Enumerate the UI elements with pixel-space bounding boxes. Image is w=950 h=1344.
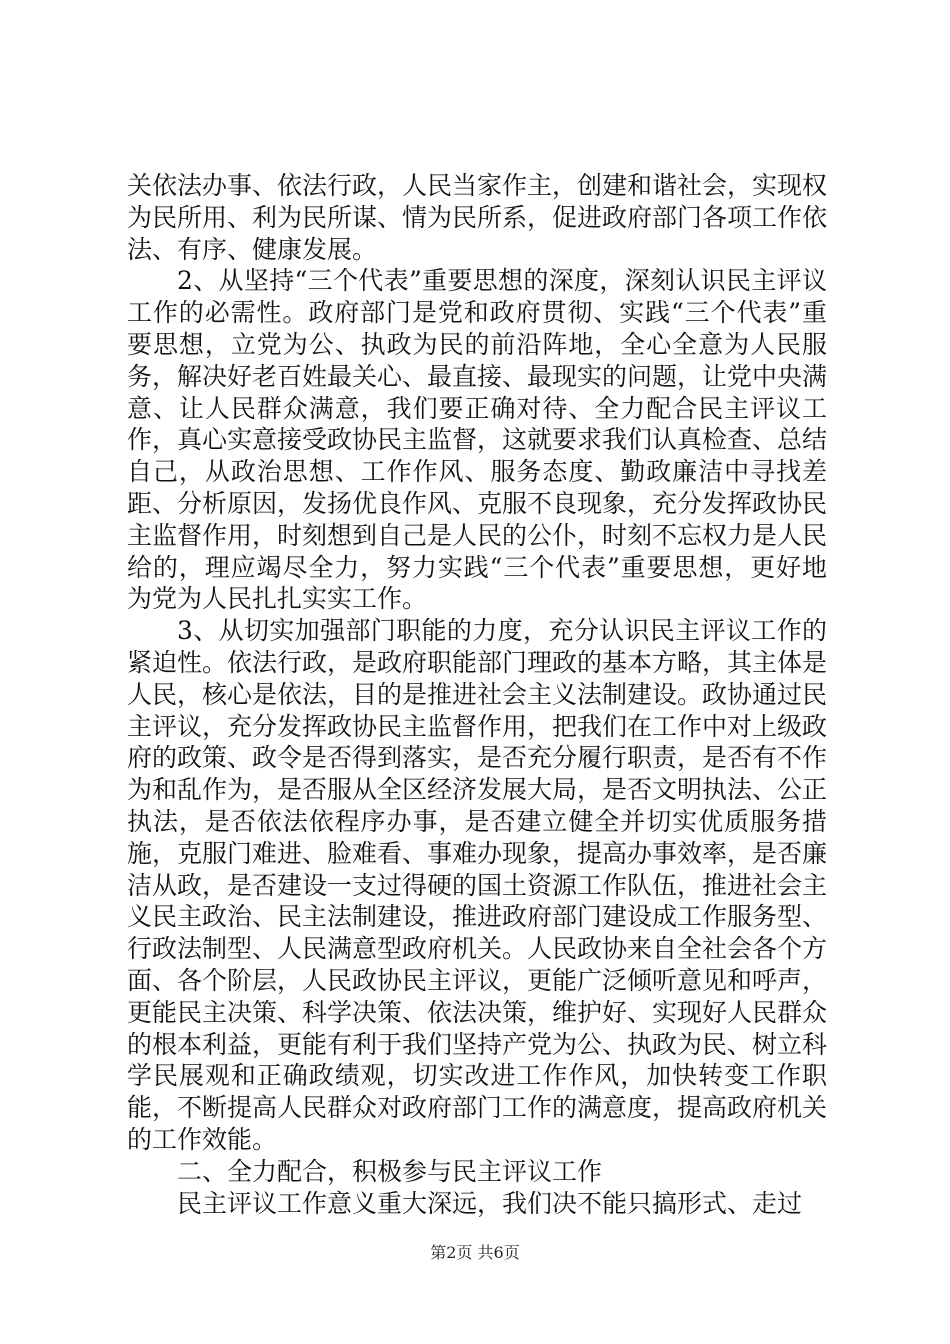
page-number-footer: 第2页 共6页 bbox=[430, 1243, 520, 1262]
paragraph-point-2: 2、从坚持“三个代表”重要思想的深度，深刻认识民主评议工作的必需性。政府部门是党和政府贯彻、实践“三个代表”重要思想，立党为公、执政为民的前沿阵地，全心全意为人民服务，解决好老百姓最关心、最直接、最现实的问题，让党中央满意、让人民群众满意，我们要正确对待、全力配合民主评议工作，真心实意接受政协民主监督，这就要求我们认真检查、总结自己，从政治思想、工作作风、服务态度、勤政廉洁中寻找差距、分析原因，发扬优良作风、克服不良现象，充分发挥政协民主监督作用，时刻想到自己是人民的公仆，时刻不忘权力是人民给的，理应竭尽全力，努力实践“三个代表”重要思想，更好地为党为人民扎扎实实工作。 bbox=[127, 266, 828, 614]
paragraph-section-intro: 民主评议工作意义重大深远，我们决不能只搞形式、走过 bbox=[177, 1188, 803, 1218]
section-heading: 二、全力配合，积极参与民主评议工作 bbox=[177, 1156, 603, 1186]
paragraph-continuation: 关依法办事、依法行政，人民当家作主，创建和谐社会，实现权为民所用、利为民所谋、情为民所系，促进政府部门各项工作依法、有序、健康发展。 bbox=[127, 171, 828, 264]
paragraph-point-3: 3、从切实加强部门职能的力度，充分认识民主评议工作的紧迫性。依法行政，是政府职能部门理政的基本方略，其主体是人民，核心是依法，目的是推进社会主义法制建设。政协通过民主评议，充分发挥政协民主监督作用，把我们在工作中对上级政府的政策、政令是否得到落实，是否充分履行职责，是否有不作为和乱作为，是否服从全区经济发展大局，是否文明执法、公正执法，是否依法依程序办事，是否建立健全并切实优质服务措施，克服门难进、脸难看、事难办现象，提高办事效率，是否廉洁从政，是否建设一支过得硬的国土资源工作队伍，推进社会主义民主政治、民主法制建设，推进政府部门建设成工作服务型、行政法制型、人民满意型政府机关。人民政协来自全社会各个方面、各个阶层，人民政协民主评议，更能广泛倾听意见和呼声，更能民主决策、科学决策、依法决策，维护好、实现好人民群众的根本利益，更能有利于我们坚持产党为公、执政为民、树立科学民展观和正确政绩观，切实改进工作作风，加快转变工作职能，不断提高人民群众对政府部门工作的满意度，提高政府机关的工作效能。 bbox=[127, 616, 828, 1154]
document-body bbox=[127, 170, 827, 1219]
